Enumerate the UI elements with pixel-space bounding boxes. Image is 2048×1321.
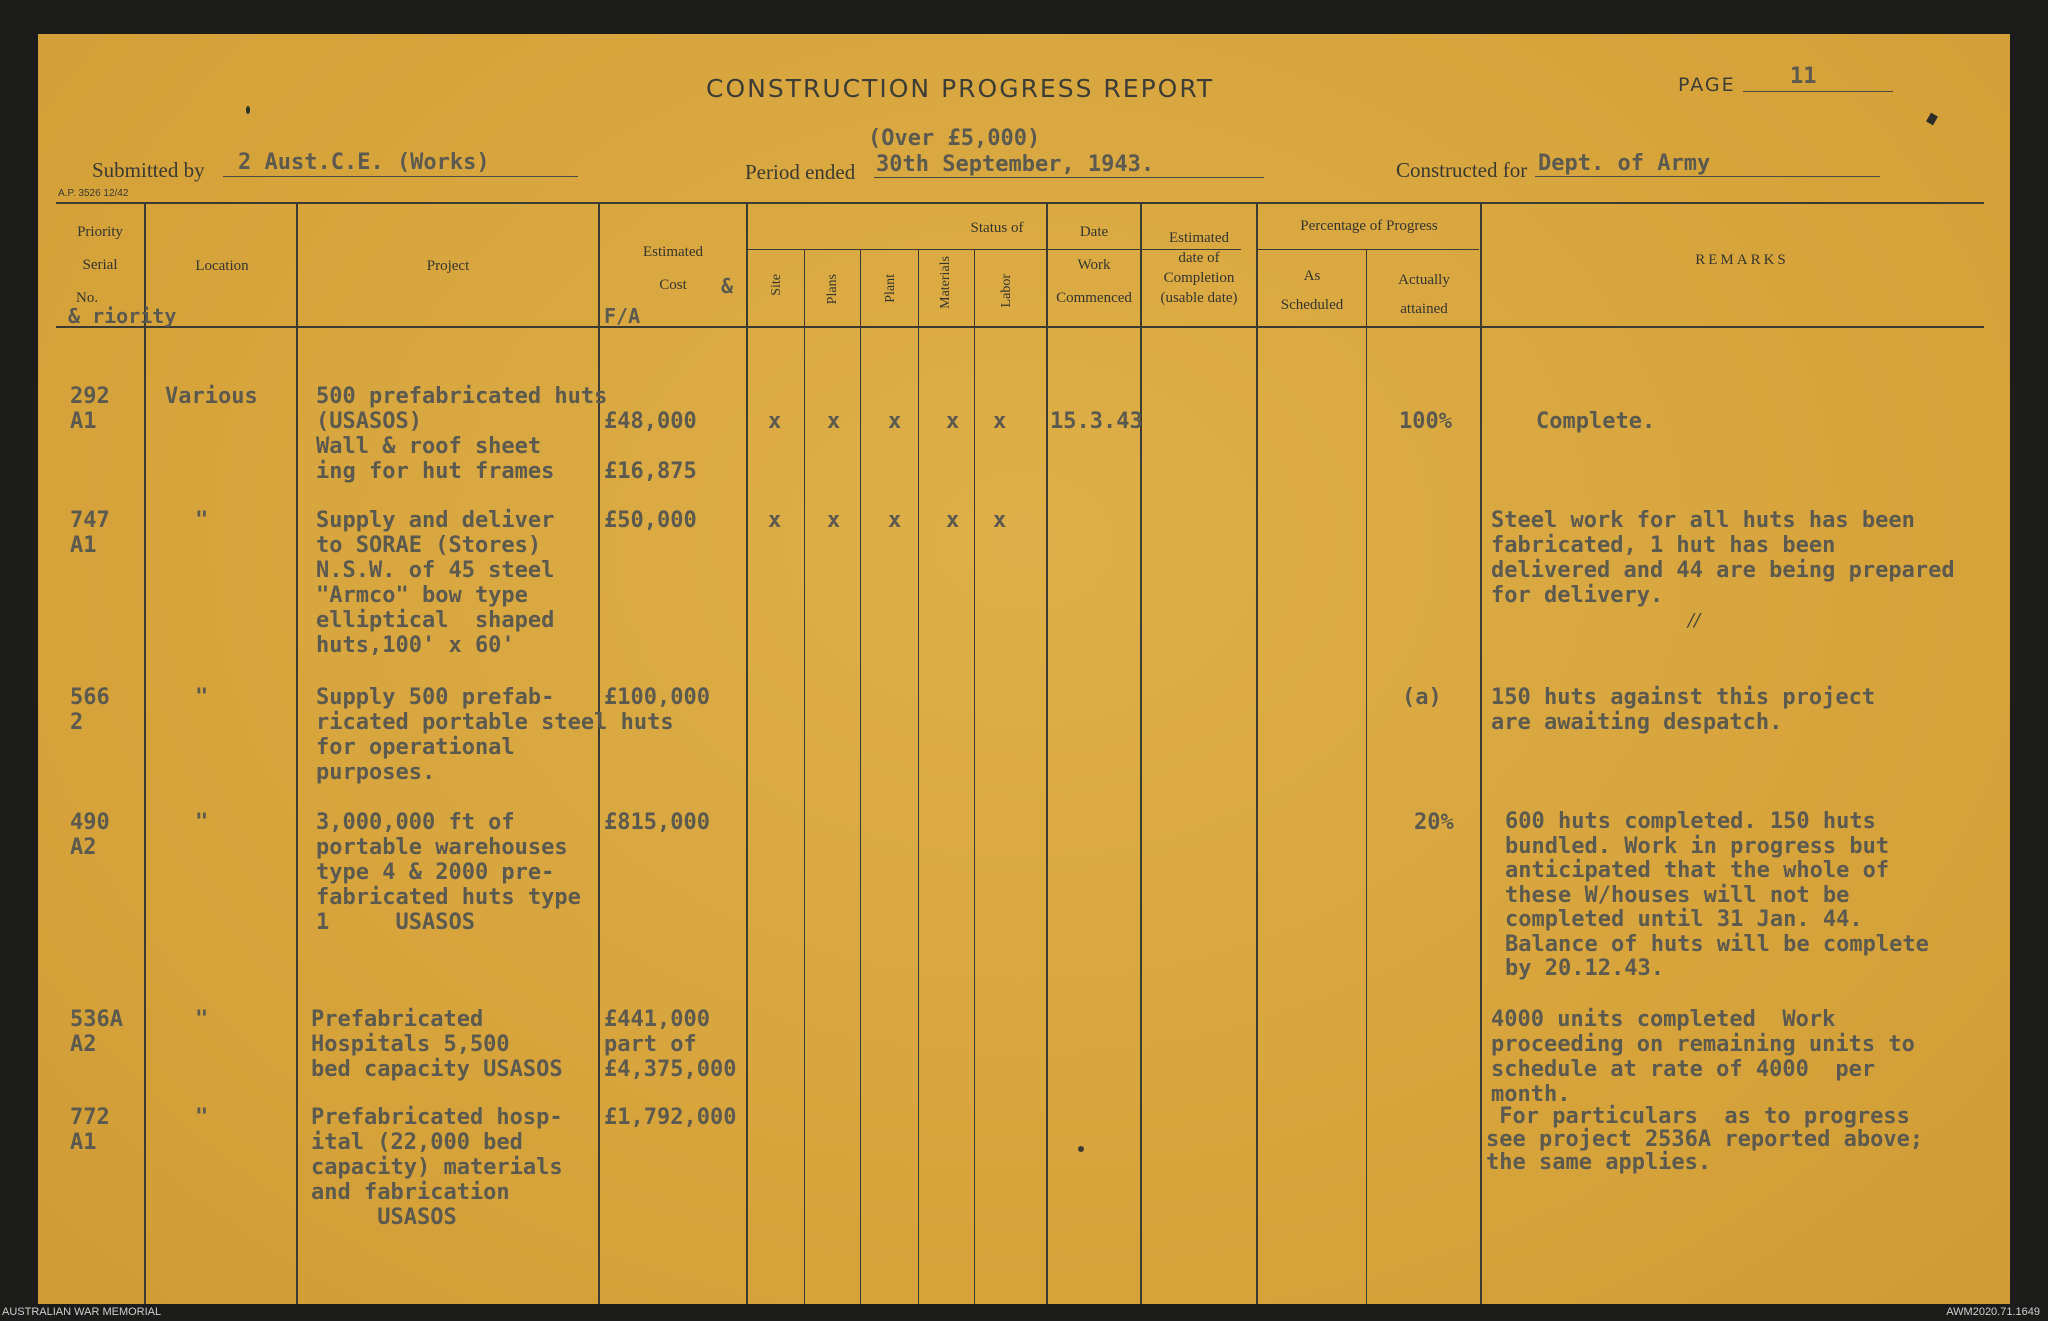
col-divider: [804, 250, 805, 1304]
hdr-cost-typed: F/A: [604, 304, 641, 328]
col-divider: [1480, 204, 1482, 1304]
row-cost: £48,000 £16,875: [604, 409, 697, 484]
footer-left: AUSTRALIAN WAR MEMORIAL: [2, 1306, 162, 1318]
row-project: Supply and deliver to SORAE (Stores) N.S.W. of 45 steel "Armco" bow type elliptical shaped huts,100' x 60': [316, 508, 555, 658]
hdr-completion: Estimated date of Completion (usable date): [1160, 230, 1238, 306]
row-status-plans: x: [827, 409, 841, 434]
row-status-labor: x: [993, 409, 1007, 434]
header-top-rule: [56, 202, 1984, 204]
row-status-plant: x: [888, 508, 902, 533]
header-bottom-rule: [56, 326, 1984, 328]
row-status-materials: x: [946, 508, 960, 533]
page-underline: [1743, 91, 1893, 92]
report-title: CONSTRUCTION PROGRESS REPORT: [706, 74, 1215, 103]
hdr-status-labor: Labor: [999, 274, 1014, 308]
row-project: Prefabricated Hospitals 5,500 bed capacity USASOS: [311, 1007, 563, 1082]
row-status-plans: x: [827, 508, 841, 533]
row-remarks: Complete.: [1536, 409, 1656, 434]
hdr-status-of: Status of: [970, 220, 1024, 236]
row-serial: 490 A2: [70, 810, 110, 860]
row-location: ": [195, 810, 209, 835]
row-location: ": [195, 1007, 209, 1032]
period-underline: [874, 177, 1264, 178]
row-serial: 747 A1: [70, 508, 110, 558]
row-status-site: x: [768, 409, 782, 434]
row-cost: £1,792,000: [604, 1105, 737, 1130]
hdr-date: Date Work Commenced: [1056, 224, 1132, 306]
hdr-cost-typed-amp: &: [721, 274, 734, 298]
row-attained: 100%: [1399, 409, 1452, 434]
row-cost: £100,000: [604, 685, 710, 710]
row-status-labor: x: [993, 508, 1007, 533]
col-divider: [746, 204, 748, 1304]
row-serial: 536A A2: [70, 1007, 123, 1057]
ink-dot: [246, 106, 250, 114]
ink-dot: [1078, 1146, 1084, 1152]
row-remarks: 600 huts completed. 150 huts bundled. Work in progress but anticipated that the whole of these W/houses will not be completed until 31 Jan. 44. Balance of huts will be complete by 20.12.43.: [1505, 809, 1929, 981]
submitted-underline: [223, 176, 578, 177]
constructed-underline: [1535, 176, 1880, 177]
col-divider: [918, 250, 919, 1304]
hdr-percentage: Percentage of Progress: [1300, 218, 1438, 234]
hdr-cost: Estimated Cost: [643, 244, 703, 293]
hdr-status-materials: Materials: [938, 256, 953, 309]
row-attained: 20%: [1414, 810, 1454, 835]
page-label: PAGE: [1678, 74, 1736, 96]
row-location: ": [195, 1105, 209, 1130]
hdr-as-scheduled: As Scheduled: [1280, 268, 1344, 313]
row-location: ": [195, 685, 209, 710]
row-status-site: x: [768, 508, 782, 533]
col-divider: [1140, 204, 1142, 1304]
row-cost: £50,000: [604, 508, 697, 533]
form-reference: A.P. 3526 12/42: [58, 188, 129, 199]
ditto-mark: //: [1688, 610, 1701, 631]
submitted-label: Submitted by: [92, 158, 205, 182]
col-divider: [1046, 204, 1048, 1304]
col-divider: [1366, 250, 1367, 1304]
period-value: 30th September, 1943.: [876, 152, 1155, 177]
row-status-materials: x: [946, 409, 960, 434]
percentage-sub-rule: [1257, 249, 1479, 250]
hdr-attained: Actually attained: [1398, 272, 1450, 317]
col-divider: [1256, 204, 1258, 1304]
hdr-status-plant: Plant: [883, 274, 898, 303]
submitted-value: 2 Aust.C.E. (Works): [238, 150, 490, 175]
hdr-priority: Priority Serial No.: [76, 224, 123, 306]
row-remarks: 4000 units completed Work proceeding on remaining units to schedule at rate of 4000 per month.: [1491, 1007, 1915, 1107]
row-location: ": [195, 508, 209, 533]
row-attained: (a): [1402, 685, 1442, 710]
row-remarks: 150 huts against this project are awaiting despatch.: [1491, 685, 1876, 735]
row-serial: 292 A1: [70, 384, 110, 434]
constructed-value: Dept. of Army: [1538, 151, 1711, 176]
row-cost: £441,000 part of £4,375,000: [604, 1007, 737, 1082]
hdr-priority-typed: & riority: [68, 304, 177, 328]
col-divider: [144, 204, 146, 1304]
col-divider: [860, 250, 861, 1304]
constructed-label: Constructed for: [1396, 158, 1528, 182]
col-divider: [296, 204, 298, 1304]
row-project: 3,000,000 ft of portable warehouses type 4 & 2000 pre- fabricated huts type 1 USASOS: [316, 810, 581, 935]
row-date: 15.3.43: [1050, 409, 1143, 434]
row-serial: 772 A1: [70, 1105, 110, 1155]
row-project: 500 prefabricated huts (USASOS) Wall & roof sheet ing for hut frames: [316, 384, 608, 484]
hdr-status-plans: Plans: [825, 274, 840, 305]
row-serial: 566 2: [70, 685, 110, 735]
hdr-project: Project: [426, 258, 470, 274]
hdr-status-site: Site: [769, 274, 784, 296]
row-remarks: For particulars as to progress see project 2536A reported above; the same applies.: [1486, 1104, 1924, 1175]
row-cost: £815,000: [604, 810, 710, 835]
row-remarks: Steel work for all huts has been fabricated, 1 hut has been delivered and 44 are being prepared for delivery.: [1491, 508, 1955, 608]
col-divider: [974, 250, 975, 1304]
over-amount-note: (Over £5,000): [868, 126, 1041, 151]
hdr-remarks: REMARKS: [1695, 252, 1789, 268]
row-location: Various: [165, 384, 258, 409]
page-number: 11: [1790, 64, 1817, 89]
row-project: Prefabricated hosp- ital (22,000 bed capacity) materials and fabrication USASOS: [311, 1105, 563, 1230]
row-status-plant: x: [888, 409, 902, 434]
hdr-location: Location: [195, 258, 249, 274]
footer-right: AWM2020.71.1649: [1946, 1306, 2040, 1318]
period-label: Period ended: [745, 160, 856, 184]
row-project: Supply 500 prefab- ricated portable steel huts for operational purposes.: [316, 685, 674, 785]
paper-tear: [1926, 113, 1938, 126]
report-sheet: [38, 34, 2010, 1304]
